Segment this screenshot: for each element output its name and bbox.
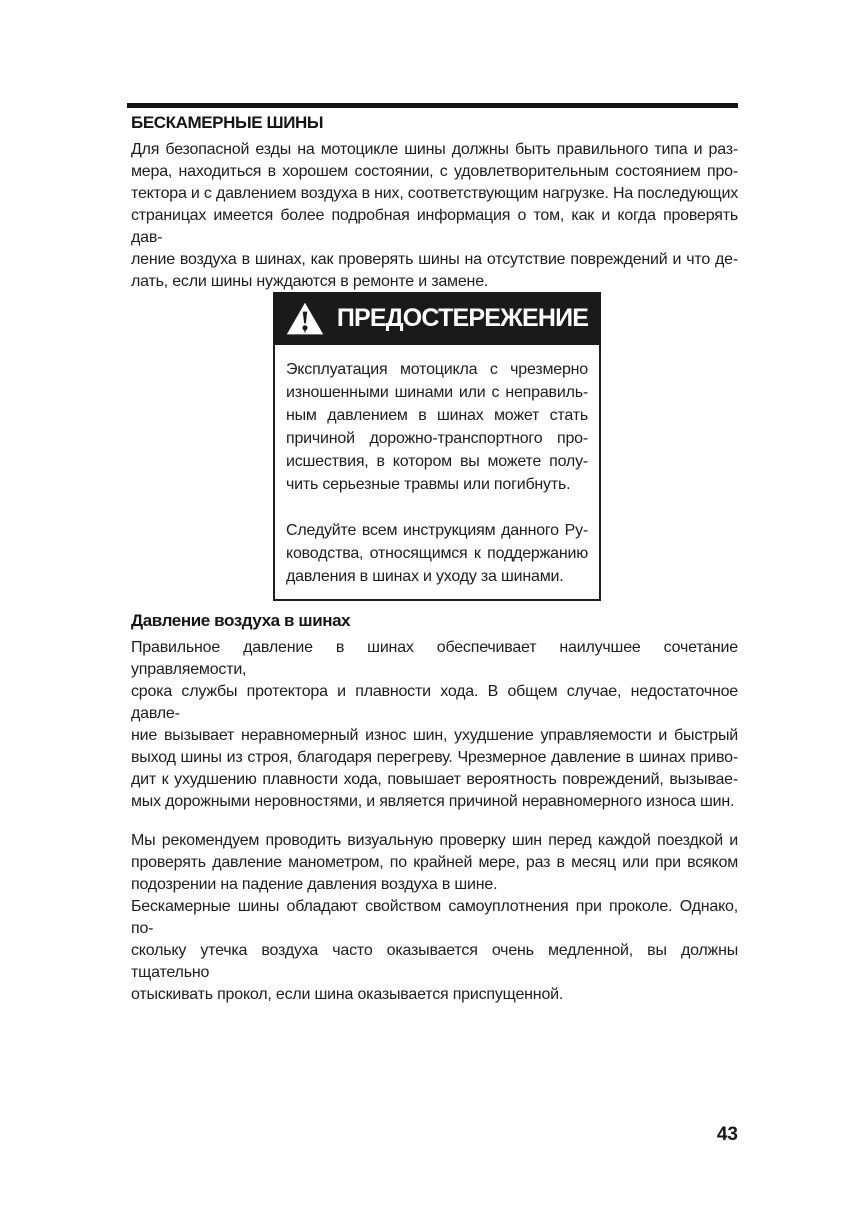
text-line: исшествия, в котором вы можете полу- [286, 453, 588, 470]
warning-title: ПРЕДОСТЕРЕЖЕНИЕ [336, 304, 589, 332]
text-line: скольку утечка воздуха часто оказывается очень медленной, вы должны тщательно [131, 942, 738, 981]
top-rule [127, 103, 738, 108]
text-line: ным давлением в шинах может стать [286, 407, 588, 424]
text-line: Следуйте всем инструкциям данного Ру- [286, 522, 588, 539]
text-line: тектора и с давлением воздуха в них, соответствующим нагрузке. На последующих [131, 185, 738, 202]
text-line: проверять давление манометром, по крайней мере, раз в месяц или при всяком [131, 854, 738, 871]
section-heading-tubeless: БЕСКАМЕРНЫЕ ШИНЫ [131, 113, 324, 132]
text-line: ление воздуха в шинах, как проверять шины на отсутствие повреждений и что де- [131, 251, 738, 268]
text-line: срока службы протектора и плавности хода. В общем случае, недостаточное давле- [131, 683, 738, 722]
text-line: лать, если шины нуждаются в ремонте и замене. [131, 273, 489, 290]
pressure-paragraph-1 [131, 637, 738, 813]
text-line: чить серьезные травмы или погибнуть. [286, 476, 571, 493]
text-line: Эксплуатация мотоцикла с чрезмерно [286, 361, 588, 378]
warning-header [273, 292, 601, 345]
section-heading-pressure: Давление воздуха в шинах [131, 611, 351, 630]
text-line: давления в шинах и уходу за шинами. [286, 568, 564, 585]
page-number: 43 [716, 1124, 738, 1145]
text-line: выход шины из строя, благодаря перегреву. Чрезмерное давление в шинах приво- [131, 749, 738, 766]
warning-box [273, 292, 601, 601]
text-line: подозрении на падение давления воздуха в шине. [131, 876, 498, 893]
text-line: ние вызывает неравномерный износ шин, ухудшение управляемости и быстрый [131, 727, 738, 744]
pressure-paragraph-2 [131, 830, 738, 896]
warning-triangle-icon [286, 302, 324, 335]
text-line: мых дорожными неровностями, и является причиной неравномерного износа шин. [131, 793, 735, 810]
section-air-pressure [131, 611, 738, 1006]
text-line: Для безопасной езды на мотоцикле шины должны быть правильного типа и раз- [131, 141, 738, 158]
section-tubeless-tires [131, 113, 738, 293]
warning-body [273, 345, 601, 601]
text-line: изношенными шинами или с неправиль- [286, 384, 588, 401]
text-line: страницах имеется более подробная информация о том, как и когда проверять дав- [131, 207, 738, 246]
text-line: отыскивать прокол, если шина оказывается приспущенной. [131, 986, 564, 1003]
text-line: причиной дорожно-транспортного про- [286, 430, 588, 447]
text-line: дит к ухудшению плавности хода, повышает вероятность повреждений, вызывае- [131, 771, 738, 788]
text-line: Бескамерные шины обладают свойством самоуплотнения при проколе. Однако, по- [131, 898, 738, 937]
text-line: ководства, относящимся к поддержанию [286, 545, 588, 562]
text-line: Правильное давление в шинах обеспечивает наилучшее сочетание управляемости, [131, 639, 738, 678]
tubeless-paragraph [131, 139, 738, 293]
pressure-paragraph-3 [131, 896, 738, 1006]
text-line: мера, находиться в хорошем состоянии, с удовлетворительным состоянием про- [131, 163, 738, 180]
text-line: Мы рекомендуем проводить визуальную проверку шин перед каждой поездкой и [131, 832, 738, 849]
warning-paragraph-1 [286, 358, 588, 496]
warning-paragraph-2 [286, 519, 588, 588]
